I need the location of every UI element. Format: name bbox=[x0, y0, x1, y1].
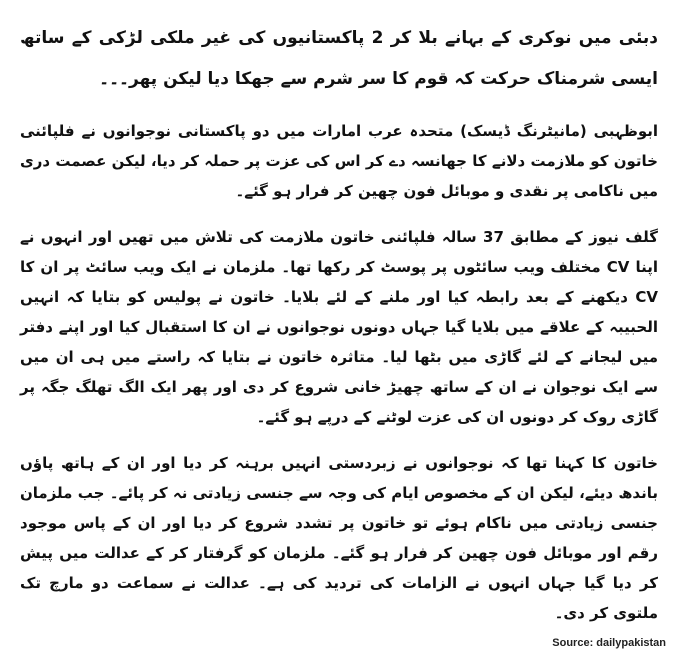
source-credit: Source: dailypakistan bbox=[552, 637, 666, 649]
headline: دبئی میں نوکری کے بہانے بلا کر 2 پاکستانیوں کی غیر ملکی لڑکی کے ساتھ ایسی شرمناک حرکت کہ قوم کا سر شرم سے جھکا دیا لیکن پھر۔۔۔ bbox=[20, 28, 658, 89]
paragraph-court: خاتون کا کہنا تھا کہ نوجوانوں نے زبردستی انہیں برہنہ کر دیا اور ان کے ہاتھ پاؤں باندھ دیئے، لیکن ان کے مخصوص ایام کی وجہ سے جنسی زیادتی نہ کر پائے۔ جب ملزمان جنسی زیادتی میں ناکام ہوئے تو خاتون پر تشدد شروع کر دیا اور ان کے پاس موجود رقم اور موبائل فون چھین کر فرار ہو گئے۔ ملزمان کو گرفتار کر کے عدالت میں پیش کر دیا گیا جہاں انہوں نے الزامات کی تردید کی ہے۔ عدالت نے سماعت دو مارچ تک ملتوی کر دی۔ bbox=[20, 454, 658, 622]
paragraph-intro: ابوظہبی (مانیٹرنگ ڈیسک) متحدہ عرب امارات میں دو پاکستانی نوجوانوں نے فلپائنی خاتون کو ملازمت دلانے کا جھانسہ دے کر اس کی عزت پر حملہ کر دیا، لیکن عصمت دری میں ناکامی پر نقدی و موبائل فون چھین کر فرار ہو گئے۔ bbox=[20, 122, 658, 200]
article bbox=[20, 18, 658, 644]
paragraph-details: گلف نیوز کے مطابق 37 سالہ فلپائنی خاتون ملازمت کی تلاش میں تھیں اور انہوں نے اپنا CV مختلف ویب سائٹوں پر پوسٹ کر رکھا تھا۔ ملزمان نے ایک ویب سائٹ پر ان کا CV دیکھنے کے بعد رابطہ کیا اور ملنے کے لئے بلایا۔ خاتون نے پولیس کو بتایا کہ انہیں الحبیبہ کے علاقے میں بلایا گیا جہاں دونوں نوجوانوں نے ان کا استقبال کیا اور اپنے دفتر میں لیجانے کے لئے گاڑی میں بٹھا لیا۔ متاثرہ خاتون نے بتایا کہ راستے میں ہی ان میں سے ایک نوجوان نے ان کے ساتھ چھیڑ خانی شروع کر دی اور پھر ایک الگ تھلگ جگہ پر گاڑی روک کر دونوں ان کی عزت لوٹنے کے درپے ہو گئے۔ bbox=[20, 228, 658, 426]
